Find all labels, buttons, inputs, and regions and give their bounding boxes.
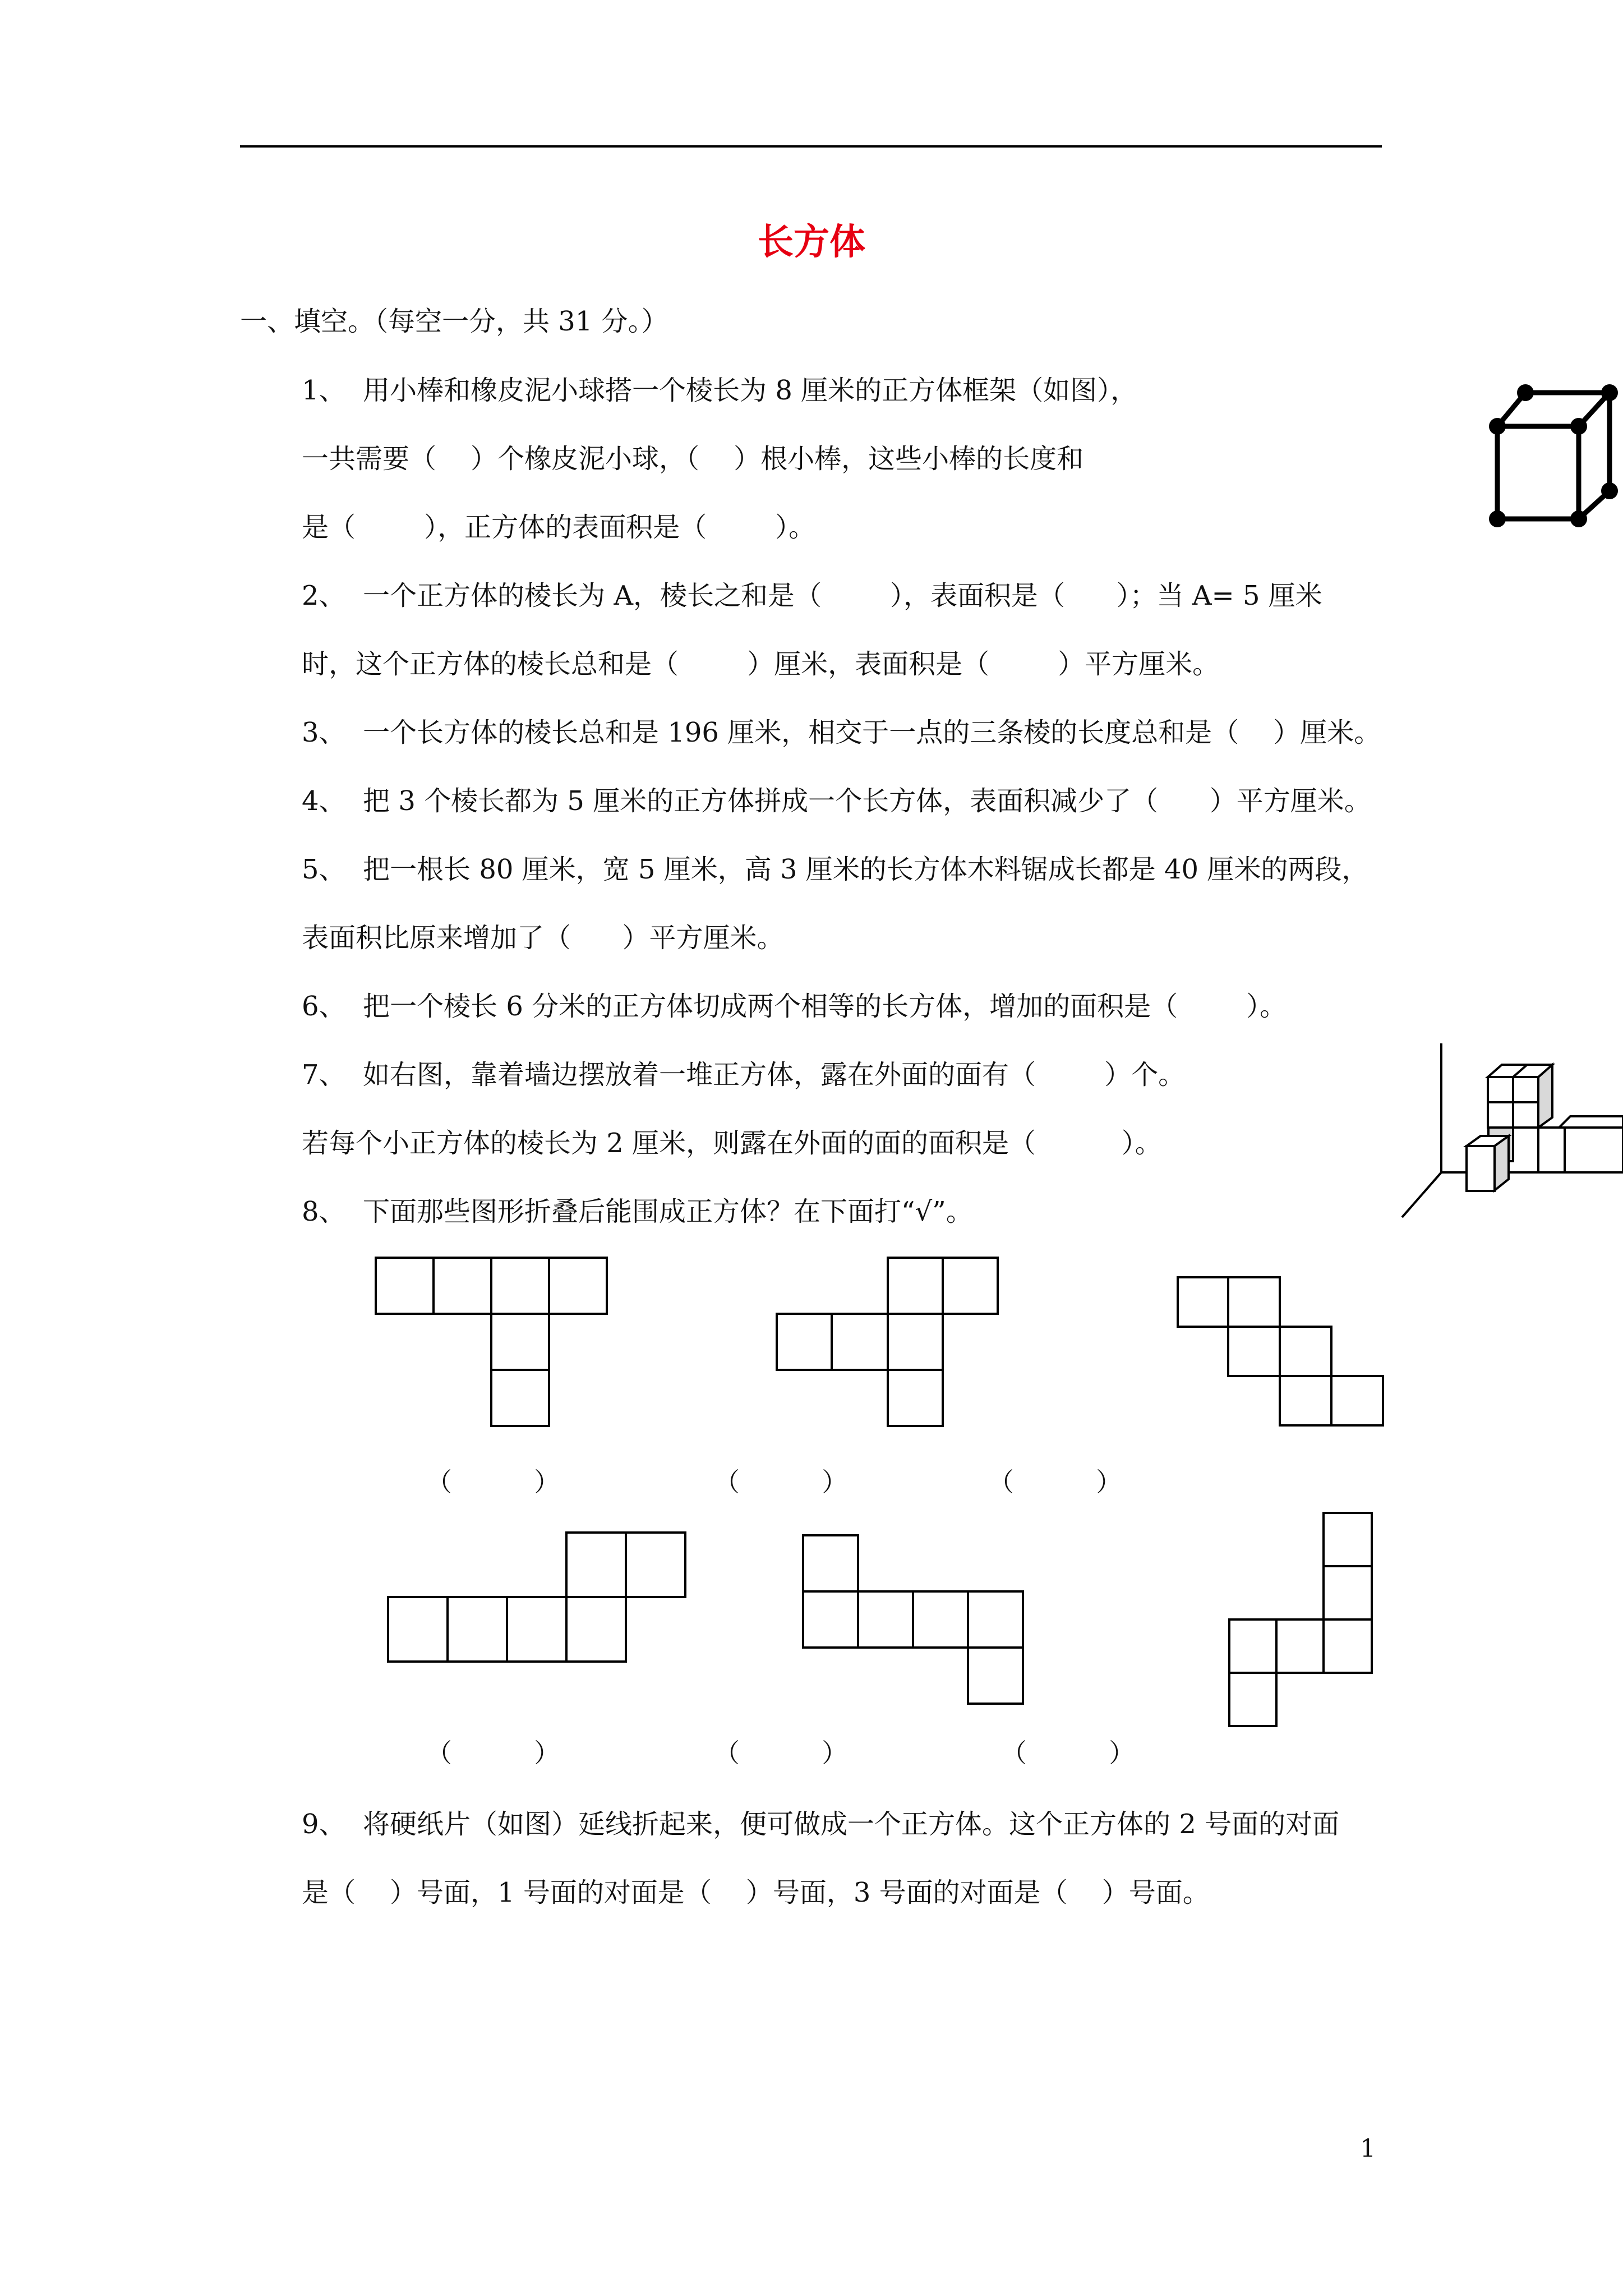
cube-frame-figure (1486, 376, 1621, 539)
net-1 (375, 1257, 610, 1430)
net-5-answer[interactable]: （ ） (714, 1738, 848, 1768)
net-6-answer[interactable]: （ ） (1001, 1738, 1135, 1768)
page-title: 长方体 (758, 222, 865, 263)
q4-line-1: 4、 把 3 个棱长都为 5 厘米的正方体拼成一个长方体，表面积减少了（ ）平方厘米。 (302, 785, 1371, 817)
q5-line-1: 5、 把一根长 80 厘米，宽 5 厘米，高 3 厘米的长方体木料锯成长都是 40 厘米的两段， (302, 854, 1369, 885)
stacked-cubes-figure (1396, 1043, 1623, 1223)
q1-line-3: 是（ ），正方体的表面积是（ ）。 (302, 512, 816, 543)
net-1-answer[interactable]: （ ） (426, 1467, 560, 1497)
q2-line-1: 2、 一个正方体的棱长为 A，棱长之和是（ ），表面积是（ ）；当 A= 5 厘米 (302, 580, 1322, 611)
q5-line-2: 表面积比原来增加了（ ）平方厘米。 (302, 922, 784, 954)
q9-line-1: 9、 将硬纸片（如图）延线折起来，便可做成一个正方体。这个正方体的 2 号面的对面 (302, 1809, 1340, 1840)
q9-line-2: 是（ ）号面，1 号面的对面是（ ）号面，3 号面的对面是（ ）号面。 (302, 1877, 1210, 1908)
header-rule (240, 145, 1382, 148)
q7-line-1: 7、 如右图，靠着墙边摆放着一堆正方体，露在外面的面有（ ）个。 (302, 1059, 1186, 1091)
q1-line-1: 1、 用小棒和橡皮泥小球搭一个棱长为 8 厘米的正方体框架（如图）， (302, 375, 1138, 406)
net-4-answer[interactable]: （ ） (426, 1738, 560, 1768)
q1-line-2: 一共需要（ ）个橡皮泥小球，（ ）根小棒，这些小棒的长度和 (302, 443, 1084, 475)
q6-line-1: 6、 把一个棱长 6 分米的正方体切成两个相等的长方体，增加的面积是（ ）。 (302, 991, 1287, 1022)
q2-line-2: 时，这个正方体的棱长总和是（ ）厘米，表面积是（ ）平方厘米。 (302, 648, 1220, 680)
q7-line-2: 若每个小正方体的棱长为 2 厘米，则露在外面的面的面积是（ ）。 (302, 1128, 1162, 1159)
q3-line-1: 3、 一个长方体的棱长总和是 196 厘米，相交于一点的三条棱的长度总和是（ ）厘米。 (302, 717, 1381, 748)
page-number: 1 (1360, 2134, 1376, 2163)
net-2-answer[interactable]: （ ） (714, 1467, 848, 1497)
net-2 (776, 1257, 1000, 1430)
q8-line-1: 8、 下面那些图形折叠后能围成正方体？在下面打“√”。 (302, 1196, 973, 1227)
net-3-answer[interactable]: （ ） (988, 1467, 1122, 1497)
net-5 (802, 1534, 1026, 1708)
net-6 (1228, 1512, 1380, 1731)
section-heading: 一、填空。（每空一分，共 31 分。） (240, 306, 668, 337)
net-3 (1177, 1276, 1390, 1430)
net-4 (387, 1531, 690, 1666)
